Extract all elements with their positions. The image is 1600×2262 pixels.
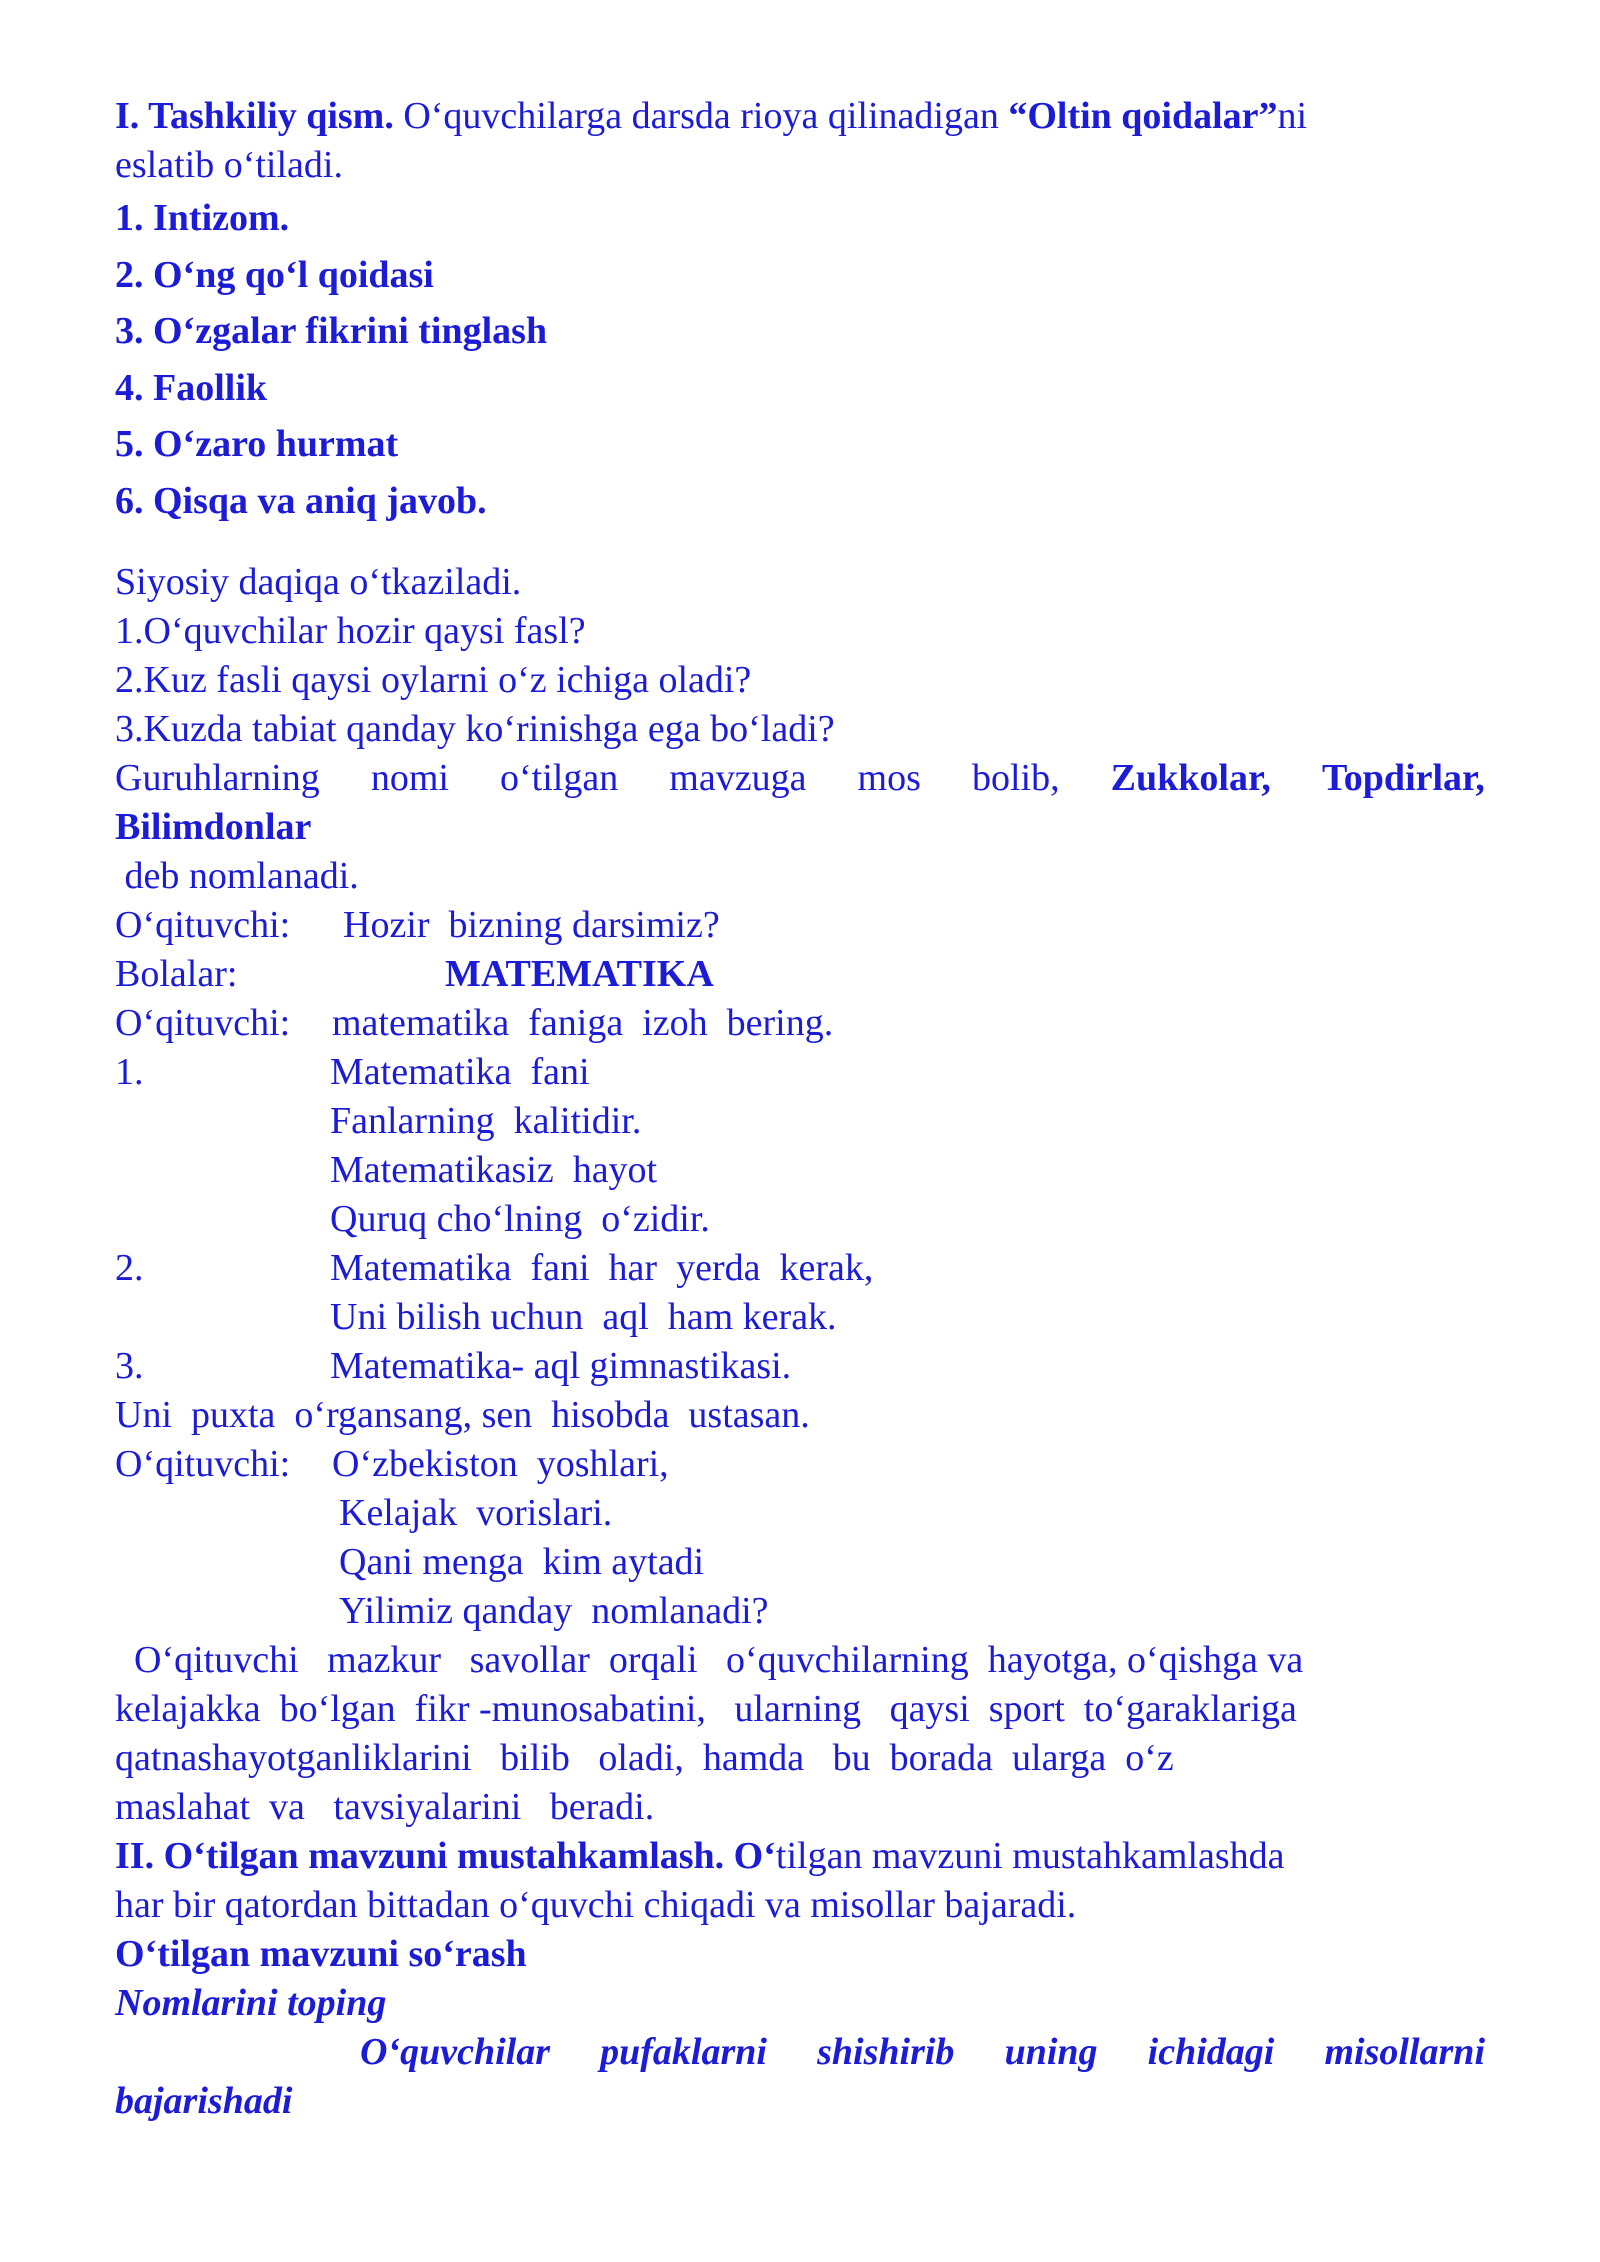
intro-heading: I. Tashkiliy qism. <box>115 95 394 137</box>
poem-1: 1. Matematika fani Fanlarning kalitidir. Matematikasiz hayot Quruq choʻlning oʻzidir. <box>115 1050 710 1240</box>
poem-tail: Uni puxta oʻrgansang, sen hisobda ustasan. <box>115 1393 810 1436</box>
dialog-teacher-1: Oʻqituvchi: Hozir bizning darsimiz? <box>115 903 720 946</box>
rule-item: 4. Faollik <box>115 366 268 409</box>
poem-3: 3. Matematika- aql gimnastikasi. <box>115 1344 792 1387</box>
subject-answer: MATEMATIKA <box>445 952 714 995</box>
siyosiy-question: 1.Oʻquvchilar hozir qaysi fasl? <box>115 609 586 652</box>
section3-italic-title: Nomlarini toping <box>115 1981 387 2024</box>
intro-text-a: Oʻquvchilarga darsda rioya qilinadigan <box>393 95 1009 137</box>
siyosiy-question: 3.Kuzda tabiat qanday koʻrinishga ega boʻladi? <box>115 707 835 750</box>
groups-line-3: deb nomlanadi. <box>115 854 359 897</box>
section3-italic-last: bajarishadi <box>115 2079 293 2122</box>
dialog-kids: Bolalar: MATEMATIKA <box>115 950 1485 999</box>
golden-rules-list <box>115 190 1485 530</box>
siyosiy-question: 2.Kuz fasli qaysi oylarni oʻz ichiga oladi? <box>115 658 752 701</box>
teacher-verse: Oʻqituvchi: Oʻzbekiston yoshlari, Kelajak vorislari. Qani menga kim aytadi Yilimiz qanday nomlanadi? <box>115 1442 769 1632</box>
rule-item: 1. Intizom. <box>115 197 290 239</box>
group-name: Zukkolar, <box>1110 756 1271 799</box>
rule-item: 6. Qisqa va aniq javob. <box>115 479 487 522</box>
dialog-teacher-2: Oʻqituvchi: matematika faniga izoh bering. <box>115 1001 834 1044</box>
siyosiy-title: Siyosiy daqiqa oʻtkaziladi. <box>115 560 522 603</box>
section2-line-2: har bir qatordan bittadan oʻquvchi chiqadi va misollar bajaradi. <box>115 1883 1077 1926</box>
group-name: Topdirlar, <box>1321 756 1485 799</box>
groups-line-1: Guruhlarning nomi oʻtilgan mavzuga mos bolib, Zukkolar, Topdirlar, <box>115 754 1485 803</box>
intro-line-1 <box>115 92 1485 141</box>
rule-item: 2. Oʻng qoʻl qoidasi <box>115 253 434 296</box>
intro-text-b: ni <box>1277 95 1308 137</box>
rule-item: 5. Oʻzaro hurmat <box>115 423 399 466</box>
section2-line-1: II. Oʻtilgan mavzuni mustahkamlash. Oʻtilgan mavzuni mustahkamlashda <box>115 1834 1285 1877</box>
teacher-paragraph: Oʻqituvchi mazkur savollar orqali oʻquvchilarning hayotga, oʻqishga va kelajakka boʻlgan fikr -munosabatini, ularning qaysi sport toʻgaraklariga qatnashayotganliklarini bilib oladi, hamda bu borada ularga oʻz maslahat va tavsiyalarini beradi. <box>115 1638 1304 1828</box>
section2-heading: II. Oʻtilgan mavzuni mustahkamlash. <box>115 1834 725 1877</box>
poem-2: 2. Matematika fani har yerda kerak, Uni bilish uchun aql ham kerak. <box>115 1246 874 1338</box>
golden-rules-title: “Oltin qoidalar” <box>1008 95 1278 137</box>
rule-item: 3. Oʻzgalar fikrini tinglash <box>115 310 548 353</box>
section3-italic-line: Oʻquvchilar pufaklarni shishirib uning ichidagi misollarni <box>360 2030 1485 2073</box>
intro-line-2: eslatib oʻtiladi. <box>115 144 343 186</box>
group-name: Bilimdonlar <box>115 805 312 848</box>
section3-heading: Oʻtilgan mavzuni soʻrash <box>115 1932 527 1975</box>
